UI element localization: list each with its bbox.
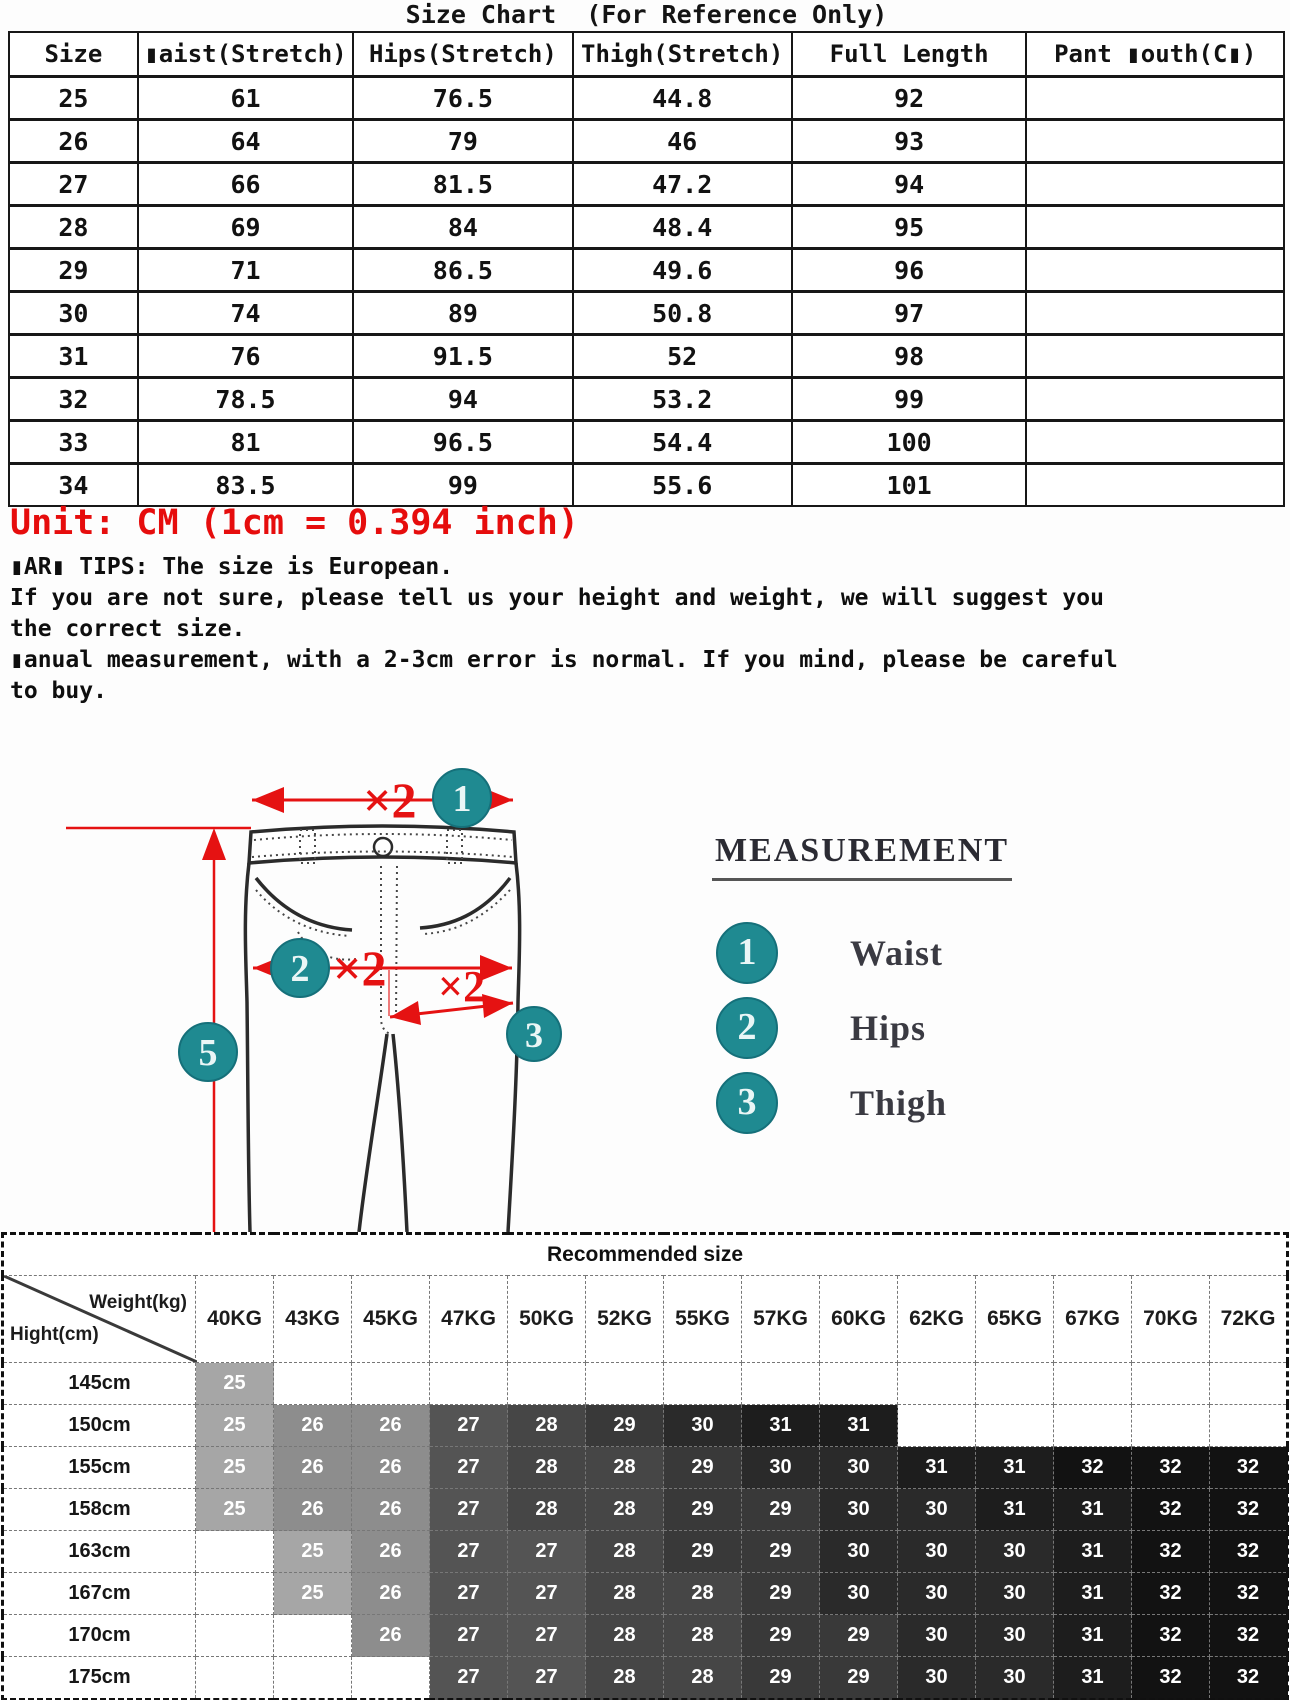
size-cell: 74 [138, 292, 353, 335]
size-cell [1026, 335, 1284, 378]
size-cell: 97 [792, 292, 1027, 335]
recommend-cell: 32 [1132, 1489, 1210, 1531]
recommend-cell [430, 1363, 508, 1405]
tip-line: ▮anual measurement, with a 2-3cm error is normal. If you mind, please be careful to buy. [10, 647, 1118, 704]
recommend-cell: 30 [820, 1573, 898, 1615]
corner-height-label: Hight(cm) [10, 1324, 99, 1345]
size-cell: 66 [138, 163, 353, 206]
size-table-header-row [9, 32, 1284, 77]
recommend-cell: 28 [586, 1573, 664, 1615]
recommend-cell [664, 1363, 742, 1405]
size-row [9, 464, 1284, 507]
recommend-cell: 27 [508, 1615, 586, 1657]
hips-callout-number: 2 [290, 948, 310, 990]
legend-item [716, 1072, 947, 1134]
measurement-heading: MEASUREMENT [712, 832, 1012, 881]
legend-number-badge: 3 [716, 1072, 778, 1134]
height-row-header: 158cm [3, 1489, 196, 1531]
height-row-header: 163cm [3, 1531, 196, 1573]
weight-col-header: 43KG [274, 1276, 352, 1363]
recommend-row [3, 1489, 1288, 1531]
size-cell: 79 [353, 120, 572, 163]
recommend-cell [586, 1363, 664, 1405]
weight-col-header: 57KG [742, 1276, 820, 1363]
hips-x2-label: ×2 [333, 940, 387, 996]
legend-number-badge: 2 [716, 997, 778, 1059]
size-cell: 69 [138, 206, 353, 249]
size-cell [1026, 206, 1284, 249]
diagonal-divider [4, 1276, 197, 1362]
legend-number-badge: 1 [716, 922, 778, 984]
recommend-cell: 32 [1132, 1531, 1210, 1573]
size-cell: 100 [792, 421, 1027, 464]
recommend-row [3, 1531, 1288, 1573]
size-cell: 47.2 [573, 163, 792, 206]
recommend-cell [898, 1363, 976, 1405]
size-col-header: Size [9, 32, 138, 77]
recommend-cell: 31 [1054, 1657, 1132, 1700]
recommend-cell: 25 [274, 1531, 352, 1573]
size-cell: 29 [9, 249, 138, 292]
recommend-cell: 32 [1132, 1447, 1210, 1489]
size-cell: 27 [9, 163, 138, 206]
weight-col-header: 70KG [1132, 1276, 1210, 1363]
recommend-cell [1210, 1405, 1288, 1447]
recommend-cell: 32 [1132, 1573, 1210, 1615]
size-cell [1026, 464, 1284, 507]
size-cell: 49.6 [573, 249, 792, 292]
recommend-cell: 25 [274, 1573, 352, 1615]
recommend-cell [274, 1363, 352, 1405]
recommended-size-section [1, 1232, 1289, 1700]
size-cell: 76.5 [353, 77, 572, 120]
recommend-cell [196, 1657, 274, 1700]
size-cell: 83.5 [138, 464, 353, 507]
size-cell: 34 [9, 464, 138, 507]
recommend-row [3, 1573, 1288, 1615]
recommend-cell: 28 [508, 1447, 586, 1489]
recommend-cell: 26 [352, 1615, 430, 1657]
size-cell [1026, 249, 1284, 292]
size-cell: 64 [138, 120, 353, 163]
recommend-cell [352, 1363, 430, 1405]
recommend-cell: 27 [430, 1405, 508, 1447]
recommend-cell: 27 [508, 1657, 586, 1700]
recommend-cell: 32 [1210, 1447, 1288, 1489]
size-row [9, 335, 1284, 378]
size-row [9, 77, 1284, 120]
recommend-cell: 28 [508, 1405, 586, 1447]
recommend-cell: 30 [664, 1405, 742, 1447]
recommend-cell [742, 1363, 820, 1405]
recommend-cell: 31 [820, 1405, 898, 1447]
weight-col-header: 55KG [664, 1276, 742, 1363]
weight-col-header: 47KG [430, 1276, 508, 1363]
recommend-title: Recommended size [3, 1234, 1288, 1276]
recommend-cell: 30 [898, 1657, 976, 1700]
recommend-cell: 31 [1054, 1531, 1132, 1573]
recommend-cell [196, 1573, 274, 1615]
recommend-cell [1054, 1405, 1132, 1447]
warm-tips [10, 552, 1132, 707]
size-cell: 99 [353, 464, 572, 507]
recommend-cell: 27 [430, 1489, 508, 1531]
page-title: Size Chart (For Reference Only) [405, 0, 888, 29]
size-cell: 93 [792, 120, 1027, 163]
size-cell: 53.2 [573, 378, 792, 421]
size-cell: 84 [353, 206, 572, 249]
recommend-cell [274, 1657, 352, 1700]
legend-label: Hips [850, 1008, 927, 1048]
legend-label: Waist [850, 933, 944, 973]
recommend-cell: 27 [430, 1573, 508, 1615]
recommend-cell: 28 [508, 1489, 586, 1531]
size-chart-table [8, 31, 1285, 507]
height-row-header: 175cm [3, 1657, 196, 1700]
size-cell: 54.4 [573, 421, 792, 464]
size-cell [1026, 120, 1284, 163]
recommend-cell: 27 [430, 1615, 508, 1657]
recommend-cell: 32 [1054, 1447, 1132, 1489]
height-row-header: 155cm [3, 1447, 196, 1489]
legend-item [716, 997, 947, 1059]
size-col-header: Full Length [792, 32, 1027, 77]
recommend-cell: 29 [820, 1615, 898, 1657]
unit-note: Unit: CM (1cm = 0.394 inch) [10, 503, 579, 543]
recommend-cell [1210, 1363, 1288, 1405]
recommend-cell [1054, 1363, 1132, 1405]
recommend-cell [976, 1363, 1054, 1405]
size-row [9, 120, 1284, 163]
recommend-cell: 25 [196, 1447, 274, 1489]
recommend-cell: 29 [742, 1615, 820, 1657]
size-cell [1026, 163, 1284, 206]
size-cell: 50.8 [573, 292, 792, 335]
size-cell: 46 [573, 120, 792, 163]
recommend-cell [274, 1615, 352, 1657]
recommend-header-row [3, 1276, 1288, 1363]
recommend-cell: 32 [1132, 1615, 1210, 1657]
waist-callout-number: 1 [452, 778, 472, 820]
recommend-cell: 30 [742, 1447, 820, 1489]
recommend-cell [820, 1363, 898, 1405]
measurement-legend [716, 922, 947, 1147]
weight-col-header: 45KG [352, 1276, 430, 1363]
recommend-cell: 30 [898, 1489, 976, 1531]
size-cell: 55.6 [573, 464, 792, 507]
recommend-cell: 27 [430, 1447, 508, 1489]
size-cell: 33 [9, 421, 138, 464]
recommend-cell: 29 [820, 1657, 898, 1700]
recommend-cell: 31 [898, 1447, 976, 1489]
thigh-x2-label: ×2 [438, 962, 486, 1011]
pants-diagram-svg [0, 700, 1290, 1232]
recommend-cell: 29 [742, 1489, 820, 1531]
recommended-size-table [1, 1232, 1289, 1700]
recommend-cell: 26 [274, 1447, 352, 1489]
size-col-header: Thigh(Stretch) [573, 32, 792, 77]
recommend-row [3, 1447, 1288, 1489]
recommend-row [3, 1657, 1288, 1700]
recommend-cell [196, 1615, 274, 1657]
size-col-header: Pant ▮outh(C▮) [1026, 32, 1284, 77]
recommend-cell: 26 [352, 1447, 430, 1489]
size-row [9, 163, 1284, 206]
size-cell: 94 [353, 378, 572, 421]
size-cell [1026, 292, 1284, 335]
recommend-cell: 31 [1054, 1489, 1132, 1531]
recommend-cell: 32 [1210, 1615, 1288, 1657]
recommend-cell: 25 [196, 1489, 274, 1531]
size-cell: 32 [9, 378, 138, 421]
recommend-cell: 25 [196, 1405, 274, 1447]
recommend-cell: 30 [898, 1531, 976, 1573]
recommend-cell: 28 [586, 1447, 664, 1489]
weight-col-header: 52KG [586, 1276, 664, 1363]
recommend-cell [898, 1405, 976, 1447]
recommend-cell: 32 [1132, 1657, 1210, 1700]
tip-line: ▮AR▮ TIPS: The size is European. [10, 554, 454, 580]
thigh-callout-number: 3 [525, 1015, 543, 1055]
size-cell: 101 [792, 464, 1027, 507]
recommend-cell: 29 [742, 1531, 820, 1573]
size-row [9, 292, 1284, 335]
weight-col-header: 72KG [1210, 1276, 1288, 1363]
recommend-cell: 28 [586, 1657, 664, 1700]
size-cell: 98 [792, 335, 1027, 378]
recommend-cell: 30 [820, 1489, 898, 1531]
recommend-cell: 28 [586, 1615, 664, 1657]
recommend-cell [352, 1657, 430, 1700]
size-cell: 92 [792, 77, 1027, 120]
size-cell: 48.4 [573, 206, 792, 249]
recommend-cell: 29 [664, 1531, 742, 1573]
size-cell: 52 [573, 335, 792, 378]
recommend-cell: 26 [352, 1531, 430, 1573]
recommend-cell: 30 [898, 1573, 976, 1615]
size-cell: 94 [792, 163, 1027, 206]
size-cell: 26 [9, 120, 138, 163]
height-row-header: 145cm [3, 1363, 196, 1405]
size-cell: 99 [792, 378, 1027, 421]
size-cell: 71 [138, 249, 353, 292]
recommend-cell: 30 [820, 1531, 898, 1573]
size-cell: 95 [792, 206, 1027, 249]
recommend-cell: 30 [976, 1615, 1054, 1657]
recommend-cell: 27 [508, 1573, 586, 1615]
size-cell [1026, 378, 1284, 421]
recommend-cell: 31 [1054, 1573, 1132, 1615]
recommend-cell: 27 [430, 1531, 508, 1573]
size-col-header: ▮aist(Stretch) [138, 32, 353, 77]
recommend-cell: 27 [508, 1531, 586, 1573]
length-callout-number: 5 [198, 1032, 218, 1074]
recommend-cell: 26 [352, 1489, 430, 1531]
size-cell: 96 [792, 249, 1027, 292]
size-cell: 25 [9, 77, 138, 120]
recommend-cell: 32 [1210, 1657, 1288, 1700]
size-cell: 28 [9, 206, 138, 249]
recommend-cell [508, 1363, 586, 1405]
weight-col-header: 50KG [508, 1276, 586, 1363]
recommend-cell: 28 [586, 1531, 664, 1573]
recommend-cell: 29 [742, 1657, 820, 1700]
recommend-cell: 28 [586, 1489, 664, 1531]
size-cell: 44.8 [573, 77, 792, 120]
tip-line: If you are not sure, please tell us your height and weight, we will suggest you the correct size. [10, 585, 1104, 642]
measurement-diagram [0, 700, 1290, 1232]
weight-col-header: 67KG [1054, 1276, 1132, 1363]
size-cell: 96.5 [353, 421, 572, 464]
recommend-cell: 29 [586, 1405, 664, 1447]
height-row-header: 167cm [3, 1573, 196, 1615]
size-cell [1026, 77, 1284, 120]
recommend-cell: 29 [742, 1573, 820, 1615]
weight-col-header: 62KG [898, 1276, 976, 1363]
size-row [9, 421, 1284, 464]
recommend-cell [976, 1405, 1054, 1447]
recommend-cell: 30 [898, 1615, 976, 1657]
recommend-cell: 30 [976, 1531, 1054, 1573]
recommend-cell: 27 [430, 1657, 508, 1700]
recommend-cell: 29 [664, 1489, 742, 1531]
weight-col-header: 60KG [820, 1276, 898, 1363]
recommend-row [3, 1615, 1288, 1657]
size-cell: 91.5 [353, 335, 572, 378]
recommend-cell: 29 [664, 1447, 742, 1489]
recommend-cell: 30 [976, 1657, 1054, 1700]
height-row-header: 170cm [3, 1615, 196, 1657]
corner-weight-label: Weight(kg) [89, 1292, 187, 1313]
recommend-cell [1132, 1363, 1210, 1405]
recommend-cell: 30 [976, 1573, 1054, 1615]
size-cell: 78.5 [138, 378, 353, 421]
size-cell [1026, 421, 1284, 464]
recommend-cell: 28 [664, 1573, 742, 1615]
waist-x2-label: ×2 [363, 772, 417, 828]
size-row [9, 378, 1284, 421]
recommend-cell: 26 [274, 1405, 352, 1447]
size-row [9, 206, 1284, 249]
recommend-cell: 32 [1210, 1531, 1288, 1573]
recommend-cell [196, 1531, 274, 1573]
size-cell: 31 [9, 335, 138, 378]
size-cell: 30 [9, 292, 138, 335]
height-row-header: 150cm [3, 1405, 196, 1447]
recommend-cell: 31 [976, 1489, 1054, 1531]
recommend-row [3, 1363, 1288, 1405]
weight-col-header: 40KG [196, 1276, 274, 1363]
recommend-cell: 25 [196, 1363, 274, 1405]
recommend-row [3, 1405, 1288, 1447]
size-cell: 89 [353, 292, 572, 335]
recommend-cell: 28 [664, 1657, 742, 1700]
legend-item [716, 922, 947, 984]
size-col-header: Hips(Stretch) [353, 32, 572, 77]
size-row [9, 249, 1284, 292]
pants-legs-icon [245, 838, 519, 1232]
recommend-cell: 26 [352, 1573, 430, 1615]
recommend-table-body [3, 1363, 1288, 1700]
legend-label: Thigh [850, 1083, 948, 1123]
weight-col-header: 65KG [976, 1276, 1054, 1363]
recommend-cell [1132, 1405, 1210, 1447]
recommend-cell: 32 [1210, 1489, 1288, 1531]
pants-outline-icon [249, 826, 516, 863]
recommend-cell: 32 [1210, 1573, 1288, 1615]
recommend-cell: 28 [664, 1615, 742, 1657]
size-cell: 61 [138, 77, 353, 120]
size-table-body [9, 77, 1284, 507]
recommend-title-row [3, 1234, 1288, 1276]
recommend-cell: 26 [274, 1489, 352, 1531]
recommend-cell: 31 [1054, 1615, 1132, 1657]
recommend-cell: 31 [976, 1447, 1054, 1489]
recommend-cell: 30 [820, 1447, 898, 1489]
recommend-cell: 26 [352, 1405, 430, 1447]
weight-height-corner-cell [3, 1276, 196, 1363]
size-cell: 81.5 [353, 163, 572, 206]
size-cell: 81 [138, 421, 353, 464]
size-cell: 86.5 [353, 249, 572, 292]
recommend-cell: 31 [742, 1405, 820, 1447]
size-cell: 76 [138, 335, 353, 378]
